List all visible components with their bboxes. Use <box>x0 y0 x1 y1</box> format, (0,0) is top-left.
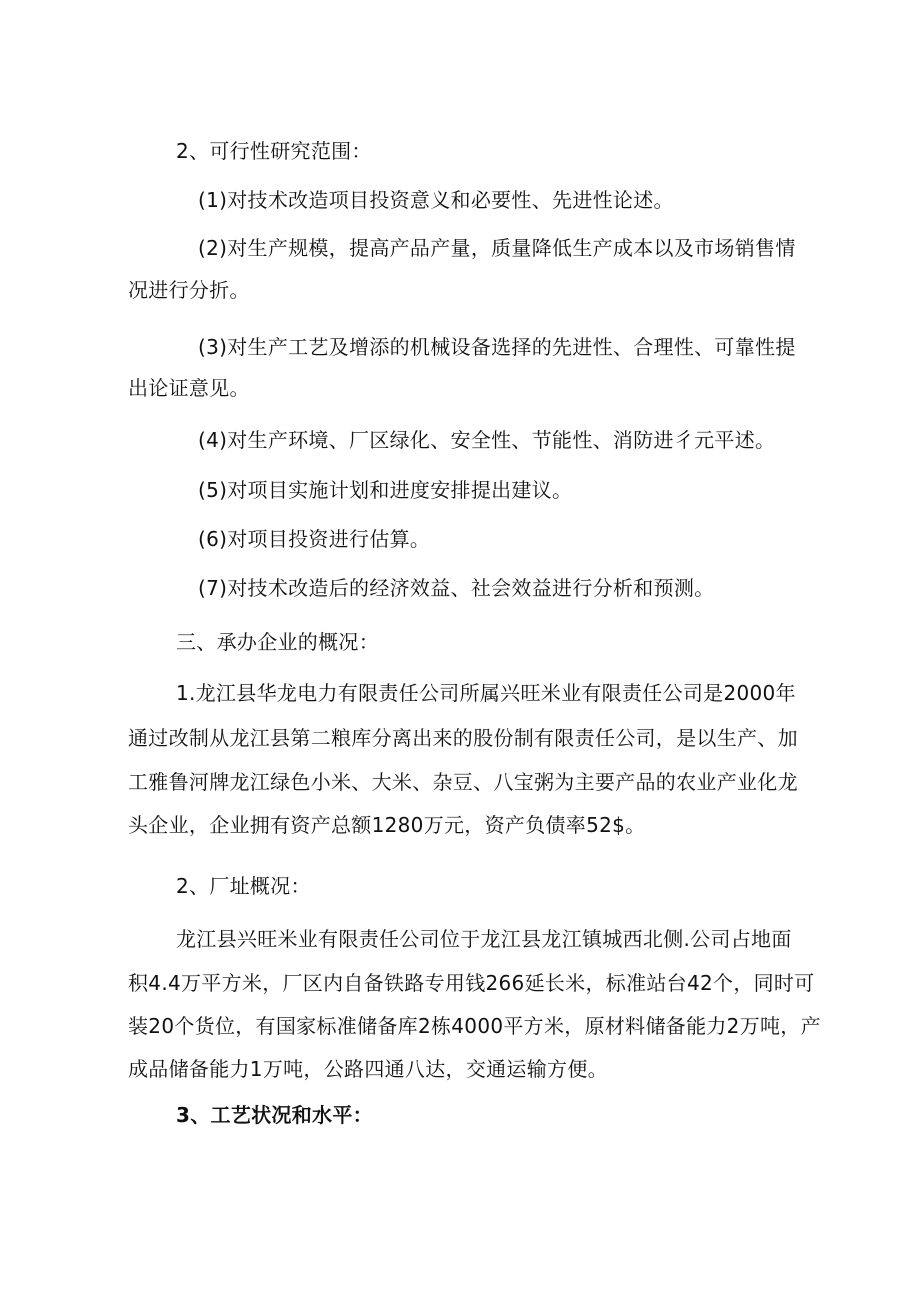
section-heading-site-overview: 2、厂址概况： <box>176 874 311 898</box>
scope-item-7: (7)对技术改造后的经济效益、社会效益进行分析和预测。 <box>198 576 715 600</box>
scope-item-3-line-1: (3)对生产工艺及增添的机械设备选择的先进性、合理性、可靠性提 <box>198 335 796 359</box>
site-paragraph-line-1: 龙江县兴旺米业有限责任公司位于龙江县龙江镇城西北侧.公司占地面 <box>176 927 792 951</box>
section-heading-feasibility-scope: 2、可行性研究范围： <box>176 139 372 163</box>
site-paragraph-line-2: 积4.4万平方米，厂区内自备铁路专用钱266延长米，标准站台42个，同时可 <box>128 971 815 995</box>
company-paragraph-line-1: 1.龙江县华龙电力有限责任公司所属兴旺米业有限责任公司是2000年 <box>176 681 796 705</box>
company-paragraph-line-4: 头企业，企业拥有资产总额1280万元，资产负债率52$。 <box>128 813 646 837</box>
section-heading-process-status: 3、工艺状况和水平： <box>176 1103 373 1127</box>
scope-item-2-line-2: 况进行分折。 <box>128 278 250 302</box>
scope-item-6: (6)对项目投资进行估算。 <box>198 527 431 551</box>
site-paragraph-line-4: 成品储备能力1万吨，公路四通八达，交通运输方便。 <box>128 1057 608 1081</box>
section-heading-company-overview: 三、承办企业的概况： <box>176 630 379 654</box>
scope-item-2-line-1: (2)对生产规模，提高产品产量，质量降低生产成本以及市场销售情 <box>198 236 796 260</box>
scope-item-1: (1)对技术改造项目投资意义和必要性、先进性论述。 <box>198 188 674 212</box>
company-paragraph-line-3: 工雅鲁河牌龙江绿色小米、大米、杂豆、八宝粥为主要产品的农业产业化龙 <box>128 770 798 794</box>
scope-item-3-line-2: 出论证意见。 <box>128 376 250 400</box>
company-paragraph-line-2: 通过改制从龙江县第二粮库分离出来的股份制有限责任公司，是以生产、加 <box>128 726 798 750</box>
site-paragraph-line-3: 装20个货位，有国家标准储备库2栋4000平方米，原材料储备能力2万吨，产 <box>128 1014 821 1038</box>
scope-item-5: (5)对项目实施计划和进度安排提出建议。 <box>198 478 573 502</box>
scope-item-4: (4)对生产环境、厂区绿化、安全性、节能性、消防进彳元平述。 <box>198 428 776 452</box>
